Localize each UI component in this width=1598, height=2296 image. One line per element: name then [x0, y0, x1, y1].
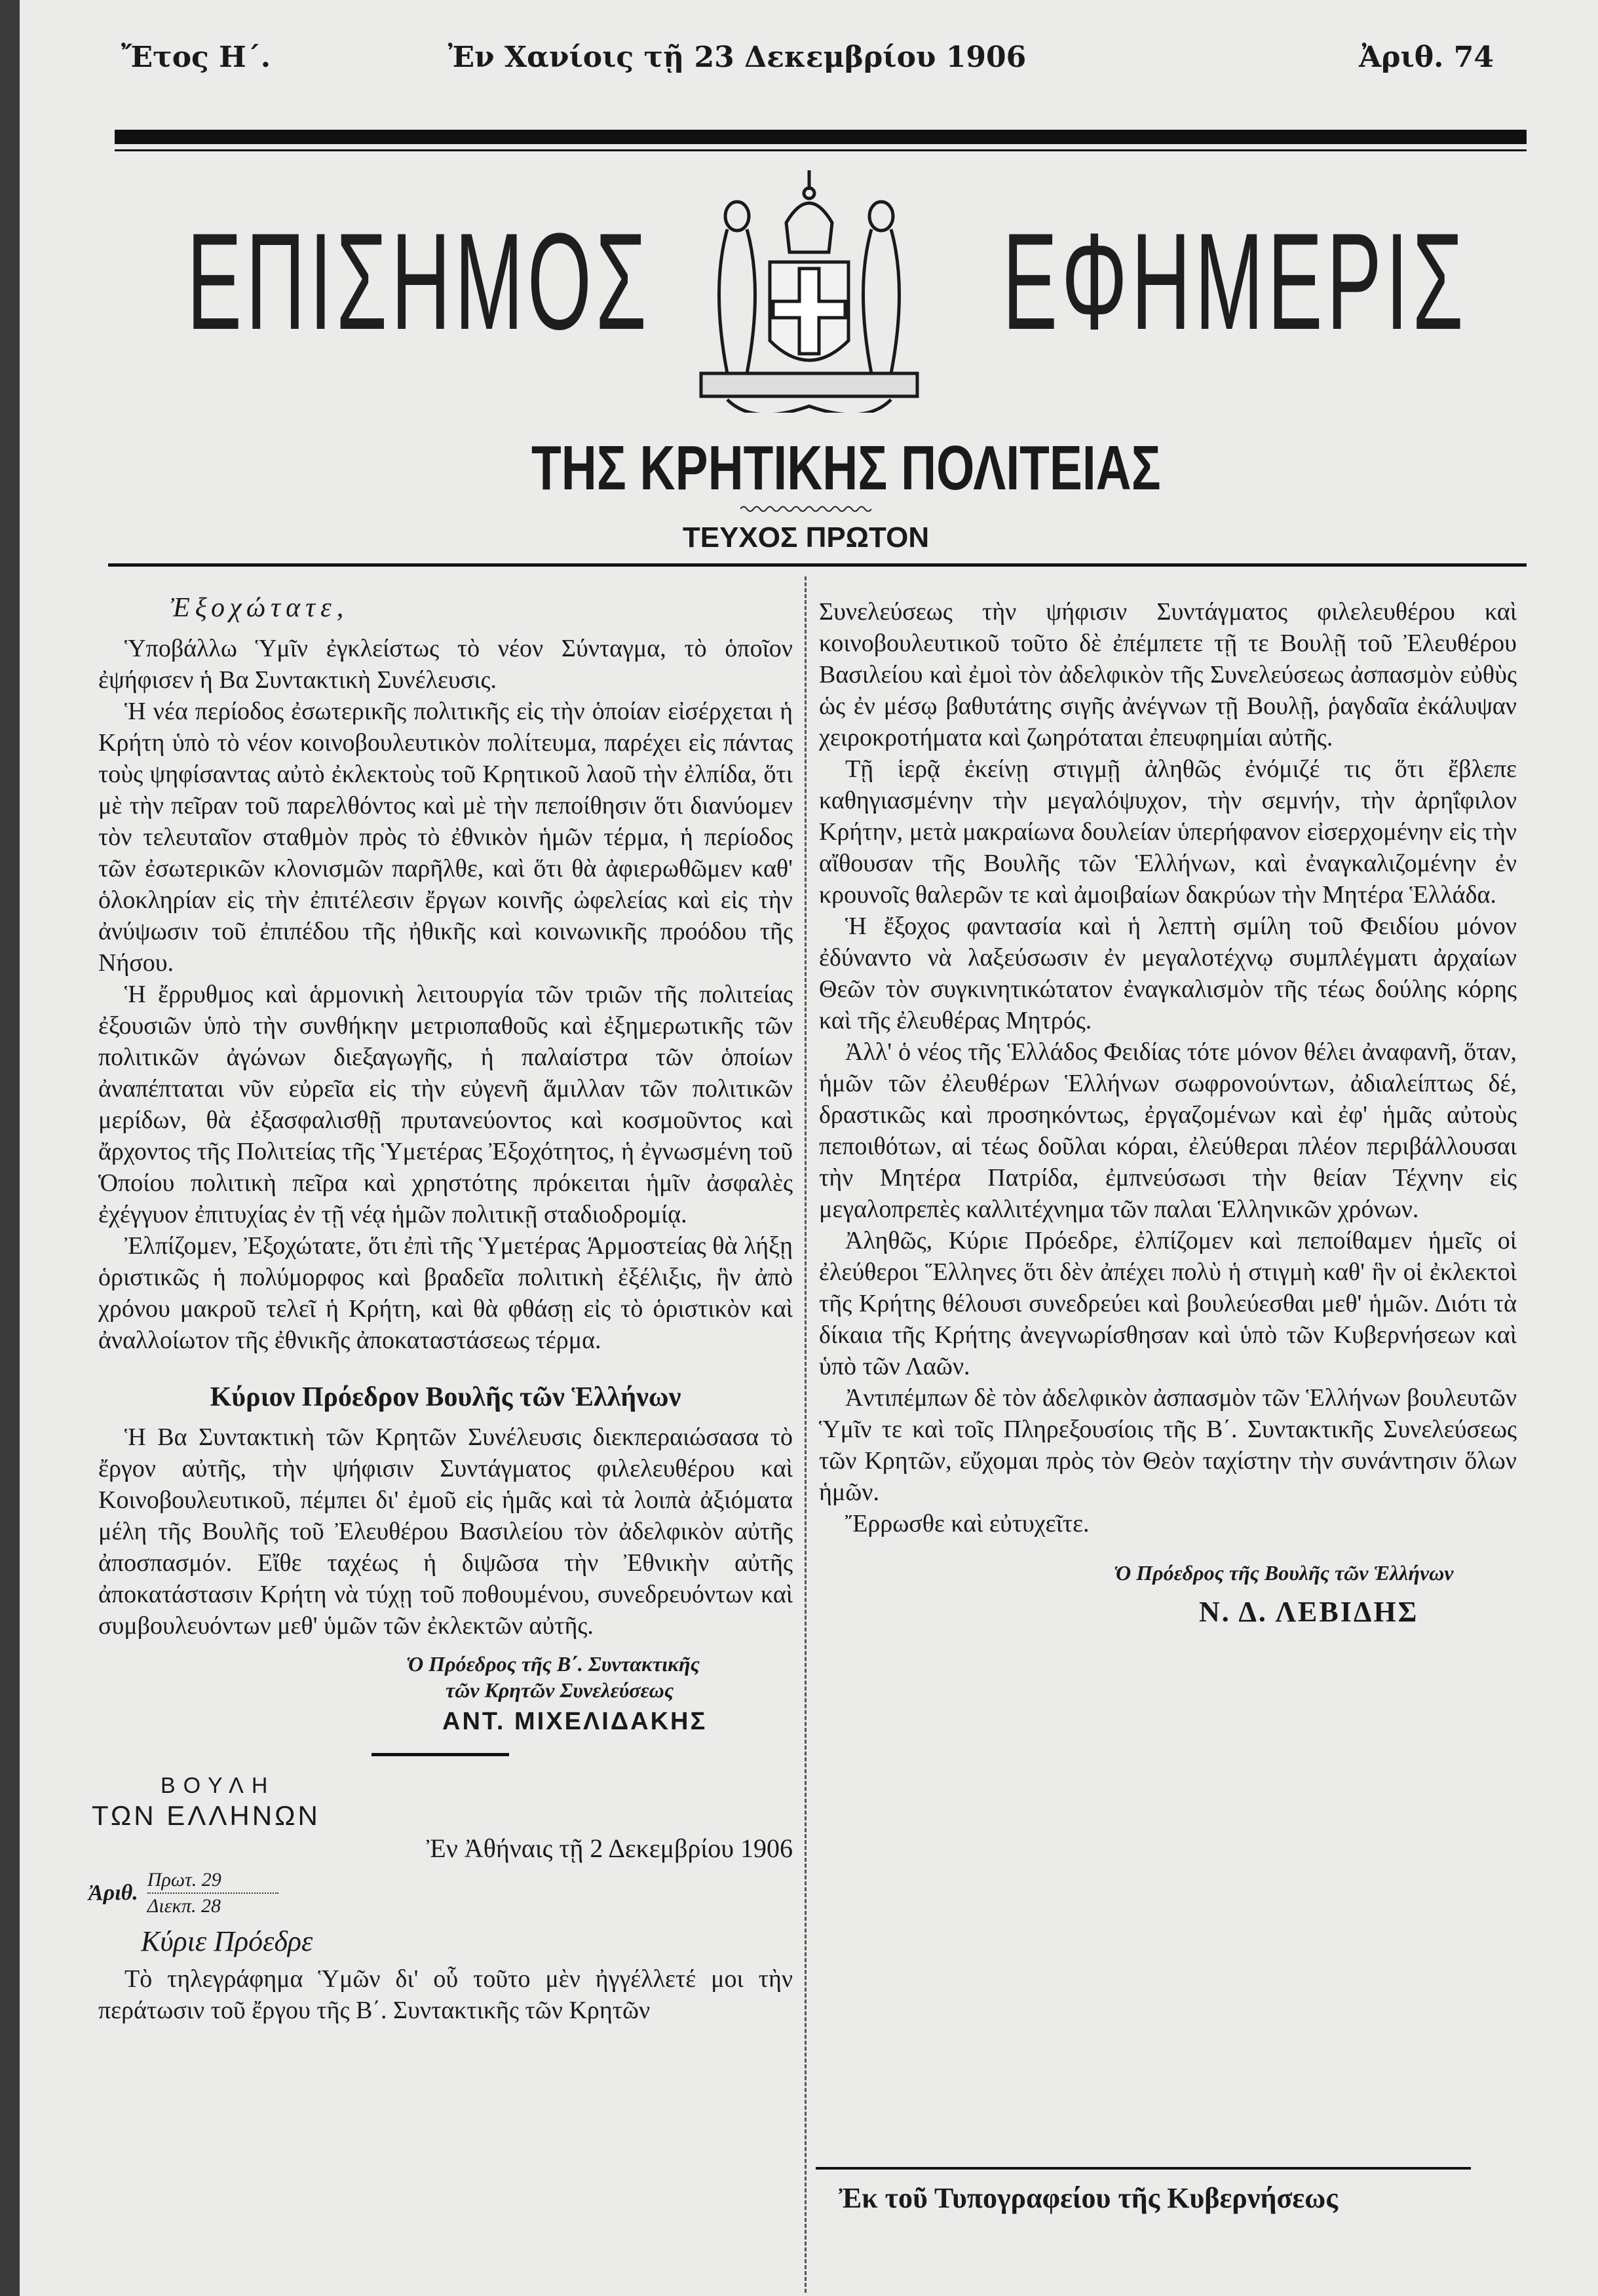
- paragraph: Ἀντιπέμπων δὲ τὸν ἀδελφικὸν ἀσπασμὸν τῶν Ἑλλήνων βουλευτῶν Ὑμῖν τε καὶ τοῖς Πληρεξουσίοις τῆς Β΄. Συντακτικῆς Συνελεύσεως τῶν Κρητῶν, εὔχομαι πρὸς τὸν Θεὸν ταχίστην τὴν συνάντησιν ὅλων ἡμῶν.: [819, 1384, 1517, 1506]
- year-label: Ἔτος Η΄.: [121, 41, 271, 74]
- letter-heading: Κύριον Πρόεδρον Βουλῆς τῶν Ἑλλήνων: [210, 1382, 681, 1412]
- right-signature-title: Ὁ Πρόεδρος τῆς Βουλῆς τῶν Ἑλλήνων: [1114, 1561, 1454, 1585]
- title-left: ΕΠΙΣΗΜΟΣ: [187, 204, 651, 358]
- paragraph: Ἀληθῶς, Κύριε Πρόεδρε, ἐλπίζομεν καὶ πεποίθαμεν ἡμεῖς οἱ ἐλεύθεροι Ἕλληνες ὅτι δὲν ἀπέχει πολὺ ἡ στιγμὴ καθ' ἣν οἱ ἐκλεκτοὶ τῆς Κρήτης θέλουσι συνεδρεύει καὶ βουλεύεσθαι μεθ' ἡμῶν. Διότι τὰ δίκαια τῆς Κρήτης ἀνεγνωρίσθησαν καὶ ὑπὸ τῶν Κυβερνήσεων καὶ ὑπὸ τῶν Λαῶν.: [819, 1227, 1517, 1380]
- right-column: [819, 596, 1517, 1630]
- reply-date: Ἐν Ἀθήναις τῇ 2 Δεκεμβρίου 1906: [426, 1834, 793, 1863]
- reply-header-1: ΒΟΥΛΗ: [161, 1773, 276, 1798]
- reply-header-2: ΤΩΝ ΕΛΛΗΝΩΝ: [92, 1800, 320, 1831]
- reply-num-prot: Πρωτ. 29: [147, 1868, 278, 1894]
- paragraph: Ἡ ἔρρυθμος καὶ ἁρμονικὴ λειτουργία τῶν τριῶν τῆς πολιτείας ἐξουσιῶν ὑπὸ τὴν συνθήκην μετριοπαθοῦς καὶ ἐξημερωτικῆς τῶν πολιτικῶν ἀγώνων διεξαγωγῆς, ἡ παλαίστρα τῶν ὁποίων ἀναπέπταται νῦν εὐρεῖα εἰς τὴν εὐγενῆ ἅμιλλαν τῶν πολιτικῶν μερίδων, θὰ ἐξασφαλισθῇ πρυτανεύοντος καὶ κοσμοῦντος καὶ ἄρχοντος τῆς Πολιτείας τῆς Ὑμετέρας Ἐξοχότητος, ἡ ἐγνωσμένη τοῦ Ὁποίου πολιτικὴ πεῖρα καὶ χρηστότης πρόκειται ἡμῖν ἀσφαλὲς ἐχέγγυον ἐπιτυχίας ἐν τῇ νέᾳ ἡμῶν πολιτικῇ σταδιοδρομίᾳ.: [98, 981, 793, 1228]
- reply-num-diekp: Διεκπ. 28: [147, 1895, 221, 1917]
- paragraph: Ἔρρωσθε καὶ εὐτυχεῖτε.: [845, 1510, 1090, 1537]
- imprint: Ἐκ τοῦ Τυπογραφείου τῆς Κυβερνήσεως: [839, 2182, 1338, 2214]
- subtitle: ΤΗΣ ΚΡΗΤΙΚΗΣ ΠΟΛΙΤΕΙΑΣ: [531, 433, 1161, 503]
- masthead-bottom-rule: [108, 563, 1527, 567]
- reply-salutation: Κύριε Πρόεδρε: [141, 1925, 313, 1957]
- ornament-divider: [740, 504, 871, 514]
- paragraph: Συνελεύσεως τὴν ψήφισιν Συντάγματος φιλελευθέρου καὶ κοινοβουλευτικοῦ τοῦτο δὲ ἐπέμπετε τῇ τε Βουλῇ τοῦ Ἐλευθέρου Βασιλείου καὶ ἐμοὶ τὸν ἀδελφικὸν τῆς Συνελεύσεως ἀσπασμὸν εὐθὺς ὡς ἐν μέσῳ βαθυτάτης σιγῆς ἀνέγνων τῇ Βουλῇ, ῥαγδαῖα ἐκάλυψαν χειροκροτήματα καὶ ζωηρόταται ἐπευφημίαι αὐτῆς.: [819, 598, 1517, 751]
- signature-name: ΑΝΤ. ΜΙΧΕΛΙΔΑΚΗΣ: [442, 1708, 708, 1735]
- reply-body: Τὸ τηλεγράφημα Ὑμῶν δι' οὗ τοῦτο μὲν ἠγγέλλετέ μοι τὴν περάτωσιν τοῦ ἔργου τῆς Β΄. Συντακτικῆς τῶν Κρητῶν: [98, 1965, 793, 2024]
- section-rule: [371, 1753, 509, 1756]
- coat-of-arms-icon: [688, 164, 930, 413]
- masthead-rule-thick: [115, 130, 1527, 144]
- reply-num-label: Ἀριθ.: [88, 1881, 138, 1905]
- signature-title-2: τῶν Κρητῶν Συνελεύσεως: [446, 1678, 674, 1702]
- paragraph: Τῇ ἱερᾷ ἐκείνῃ στιγμῇ ἀληθῶς ἐνόμιζέ τις ὅτι ἔβλεπε καθηγιασμένην τὴν μεγαλόψυχον, τὴν σεμνήν, τὴν ἀρηΐφιλον Κρήτην, μετὰ μακραίωνα δουλείαν ὑπερήφανον εἰσερχομένην εἰς τὴν αἴθουσαν τῆς Βουλῆς τῶν Ἑλλήνων, καὶ ἐναγκαλιζομένην ἐν κρουνοῖς θαλερῶν τε καὶ ἀμοιβαίων δακρύων τὴν Μητέρα Ἑλλάδα.: [819, 755, 1517, 909]
- scan-edge: [0, 0, 20, 2296]
- signature-title-1: Ὁ Πρόεδρος τῆς Β΄. Συντακτικῆς: [406, 1652, 700, 1676]
- issue-number: Ἀριθ. 74: [1359, 41, 1494, 74]
- reply-num-fraction: [147, 1868, 278, 1919]
- title-right: ΕΦΗΜΕΡΙΣ: [1002, 204, 1468, 358]
- letter-body: Ἡ Βα Συντακτικὴ τῶν Κρητῶν Συνέλευσις διεκπεραιώσασα τὸ ἔργον αὐτῆς, τὴν ψήφισιν Συντάγματος φιλελευθέρου καὶ Κοινοβουλευτικοῦ, πέμπει δι' ἐμοῦ εἰς ἡμᾶς καὶ τὰ λοιπὰ ἀξιόματα μέλη τῆς Βουλῆς τοῦ Ἐλευθέρου Βασιλείου τὸν ἀδελφικὸν αὐτῆς ἀποσπασμόν. Εἴθε ταχέως ἡ διψῶσα τὴν Ἐθνικὴν αὐτῆς ἀποκατάστασιν Κρήτη νὰ τύχῃ τοῦ ποθουμένου, συνεδρευόντων καὶ συμβουλευόντων μεθ' ὑμῶν τῶν ἐκλεκτῶν αὐτῆς.: [98, 1423, 793, 1640]
- issue-label: ΤΕΥΧΟΣ ΠΡΩΤΟΝ: [682, 521, 930, 554]
- place-date: Ἐν Χανίοις τῇ 23 Δεκεμβρίου 1906: [447, 41, 1027, 74]
- paragraph: Ἡ ἔξοχος φαντασία καὶ ἡ λεπτὴ σμίλη τοῦ Φειδίου μόνον ἐδύναντο νὰ λαξεύσωσιν ἐν μεγαλοτέχνῳ συμπλέγματι ἀρχαίων Θεῶν τὸν συγκινητικώτατον ἐναγκαλισμὸν τῆς τέως δούλης κόρης καὶ τῆς ἐλευθέρας Μητρός.: [819, 913, 1517, 1034]
- left-column: [88, 590, 793, 2026]
- masthead-rule-thin: [115, 149, 1527, 151]
- paragraph: Ἐλπίζομεν, Ἐξοχώτατε, ὅτι ἐπὶ τῆς Ὑμετέρας Ἁρμοστείας θὰ λήξῃ ὁριστικῶς ἡ πολύμορφος καὶ βραδεῖα πολιτικὴ ἐξέλιξις, ἣν ἀπὸ χρόνου μακροῦ τελεῖ ἡ Κρήτη, καὶ θὰ φθάσῃ εἰς τὸ ὁριστικὸν καὶ ἀναλλοίωτον τῆς ἐθνικῆς ἀποκαταστάσεως τέρμα.: [98, 1232, 793, 1354]
- right-signature-name: Ν. Δ. ΛΕΒΙΔΗΣ: [1199, 1596, 1419, 1628]
- paragraph: Ἡ νέα περίοδος ἐσωτερικῆς πολιτικῆς εἰς τὴν ὁποίαν εἰσέρχεται ἡ Κρήτη ὑπὸ τὸ νέον κοινοβουλευτικὸν πολίτευμα, παρέχει εἰς πάντας τοὺς ψηφίσαντας αὐτὸ ἐκλεκτοὺς τοῦ Κρητικοῦ λαοῦ τὴν ἐλπίδα, ὅτι μὲ τὴν πεῖραν τοῦ παρελθόντος καὶ μὲ τὴν πεποίθησιν ὅτι διανύομεν τὸν τελευταῖον σταθμὸν πρὸς τὸ ἐθνικὸν ἡμῶν τέρμα, ἡ περίοδος τῶν ἐσωτερικῶν κλονισμῶν παρῆλθε, καὶ ὅτι θὰ ἀφιερωθῶμεν καθ' ὁλοκληρίαν εἰς τὴν ἐπιτέλεσιν ἔργων κοινῆς ὠφελείας καὶ εἰς τὴν ἀνύψωσιν τοῦ ἐπιπέδου τῆς ἠθικῆς καὶ κοινωνικῆς προόδου τῆς Νήσου.: [98, 698, 793, 977]
- column-divider: [805, 576, 807, 2293]
- paragraph: Ἀλλ' ὁ νέος τῆς Ἑλλάδος Φειδίας τότε μόνον θέλει ἀναφανῆ, ὅταν, ἡμῶν τῶν ἐλευθέρων Ἑλλήνων σωφρονούντων, ἀδιαλείπτως δέ, δραστικῶς καὶ προσηκόντως, ἐργαζομένων καὶ ἐφ' ἡμᾶς αὐτοὺς πεποιθότων, αἱ τέως δοῦλαι κόραι, ἐλεύθεραι πλέον περιβάλλουσαι τὴν Μητέρα Πατρίδα, ἐμπνεύσωσι τὴν θείαν Τέχνην εἰς μεγαλοπρεπὲς καλλιτέχνημα τῶν παλαι Ἑλληνικῶν χρόνων.: [819, 1038, 1517, 1223]
- imprint-rule: [816, 2167, 1471, 2170]
- paragraph: Ὑποβάλλω Ὑμῖν ἐγκλείστως τὸ νέον Σύνταγμα, τὸ ὁποῖον ἐψήφισεν ἡ Βα Συντακτικὴ Συνέλευσις.: [98, 635, 793, 694]
- reply-number-block: [88, 1868, 793, 1919]
- salutation: Ἐξοχώτατε,: [170, 593, 349, 623]
